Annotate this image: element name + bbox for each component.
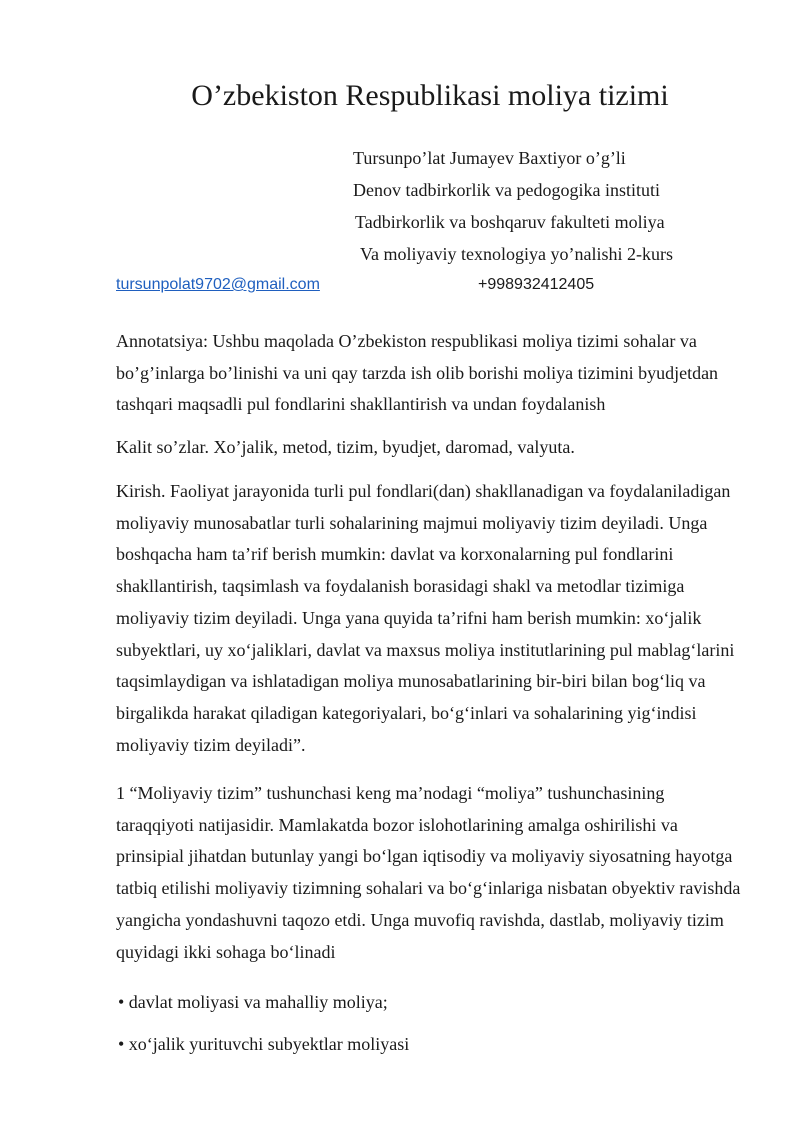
body-paragraph-text: 1 “Moliyaviy tizim” tushunchasi keng ma’nodagi “moliya” tushunchasining taraqqiyoti natijasidir. Mamlakatda bozor islohotlarining amalga oshirilishi va prinsipial jihatdan butunlay yangi bo‘lgan iqtisodiy va moliyaviy siyosatning hayotga tatbiq etilishi moliyaviy tizimning sohalari va bo‘g‘inlariga nisbatan obyektiv ravishda yangicha yondashuvni taqozo etdi. Unga muvofiq ravishda, dastlab, moliyaviy tizim quyidagi ikki sohaga bo‘linadi [116, 783, 741, 962]
bullet-item: • davlat moliyasi va mahalliy moliya; [118, 992, 388, 1012]
phone-number: +998932412405 [478, 276, 595, 293]
keywords-paragraph [116, 432, 746, 464]
author-institute: Denov tadbirkorlik va pedogogika instituti [353, 180, 660, 200]
annotation-text: Annotatsiya: Ushbu maqolada O’zbekiston respublikasi moliya tizimi sohalar va bo’g’inlarga bo’linishi va uni qay tarzda ish olib borishi moliya tizimini byudjetdan tashqari maqsadli pul fondlarini shakllantirish va undan foydalanish [116, 331, 719, 415]
document-title: O’zbekiston Respublikasi moliya tizimi [191, 79, 669, 112]
annotation-paragraph [116, 326, 746, 421]
author-faculty: Tadbirkorlik va boshqaruv fakulteti moliya [355, 212, 665, 232]
author-name: Tursunpo’lat Jumayev Baxtiyor o’g’li [353, 148, 626, 168]
keywords-text: Kalit so’zlar. Xo’jalik, metod, tizim, byudjet, daromad, valyuta. [116, 437, 575, 457]
intro-paragraph [116, 476, 746, 761]
bullet-item: • xo‘jalik yurituvchi subyektlar moliyasi [118, 1034, 410, 1054]
body-paragraph [116, 778, 746, 968]
intro-text: Kirish. Faoliyat jarayonida turli pul fondlari(dan) shakllanadigan va foydalaniladigan moliyaviy munosabatlar turli sohalarining majmui moliyaviy tizim deyiladi. Unga boshqacha ham ta’rif berish mumkin: davlat va korxonalarning pul fondlarini shakllantirish, taqsimlash va foydalanish borasidagi shakl va metodlar tizimiga moliyaviy tizim deyiladi. Unga yana quyida ta’rifni ham berish mumkin: xo‘jalik subyektlari, uy xo‘jaliklari, davlat va maxsus moliya institutlarining pul mablag‘larini taqsimlaydigan va ishlatadigan moliya munosabatlarining bir-biri bilan bog‘liq va birgalikda harakat qiladigan kategoriyalari, bo‘g‘inlari va sohalarining yig‘indisi moliyaviy tizim deyiladi”. [116, 481, 735, 755]
email-link[interactable]: tursunpolat9702@gmail.com [116, 276, 320, 293]
author-course: Va moliyaviy texnologiya yo’nalishi 2-kurs [360, 244, 673, 264]
